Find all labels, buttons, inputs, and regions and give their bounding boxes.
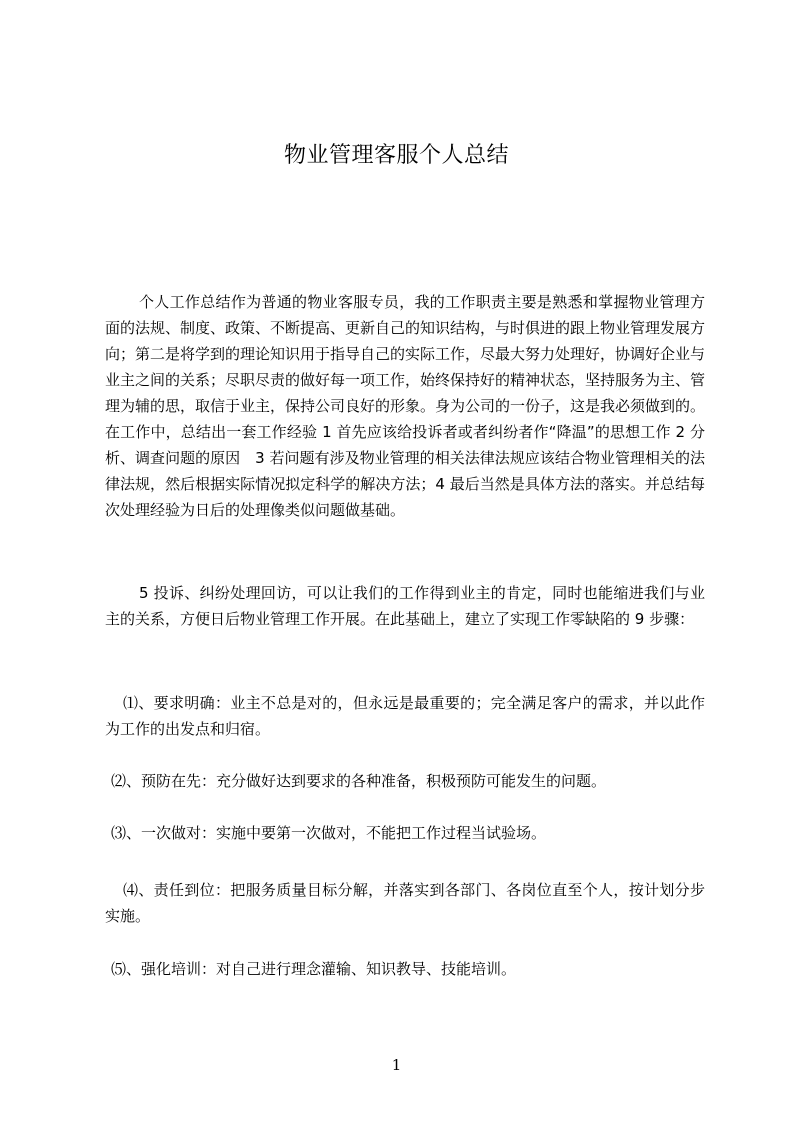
document-title: 物业管理客服个人总结 bbox=[283, 143, 509, 168]
paragraph-work-summary: 个人工作总结作为普通的物业客服专员，我的工作职责主要是熟悉和掌握物业管理方面的法规、制度、政策、不断提高、更新自己的知识结构，与时俱进的跟上物业管理发展方向；第二是将学到的理论知识用于指导自己的实际工作，尽最大努力处理好，协调好企业与业主之间的关系；尽职尽责的做好每一项工作，始终保持好的精神状态，坚持服务为主、管理为辅的思，取信于业主，保持公司良好的形象。身为公司的一份子，这是我必须做到的。在工作中，总结出一套工作经验 1 首先应该给投诉者或者纠纷者作“降温”的思想工作 2 分析、调查问题的原因 3 若问题有涉及物业管理的相关法律法规应该结合物业管理相关的法律法规，然后根据实际情况拟定科学的解决方法；4 最后当然是具体方法的落实。并总结每次处理经验为日后的处理像类似问题做基础。 bbox=[105, 293, 706, 519]
paragraph-step-4: ⑷、责任到位：把服务质量目标分解，并落实到各部门、各岗位直至个人，按计划分步实施。 bbox=[105, 881, 705, 925]
paragraph-step-5: ⑸、强化培训：对自己进行理念灌输、知识教导、技能培训。 bbox=[111, 960, 517, 978]
paragraph-complaint-followup: 5 投诉、纠纷处理回访，可以让我们的工作得到业主的肯定，同时也能缩进我们与业主的关系，方便日后物业管理工作开展。在此基础上，建立了实现工作零缺陷的 9 步骤： bbox=[105, 584, 705, 628]
paragraph-step-1: ⑴、要求明确：业主不总是对的，但永远是最重要的；完全满足客户的需求，并以此作为工作的出发点和归宿。 bbox=[105, 694, 705, 738]
page-number: 1 bbox=[391, 1056, 402, 1074]
paragraph-step-2: ⑵、预防在先：充分做好达到要求的各种准备，积极预防可能发生的问题。 bbox=[111, 772, 607, 790]
paragraph-step-3: ⑶、一次做对：实施中要第一次做对，不能把工作过程当试验场。 bbox=[111, 824, 547, 842]
